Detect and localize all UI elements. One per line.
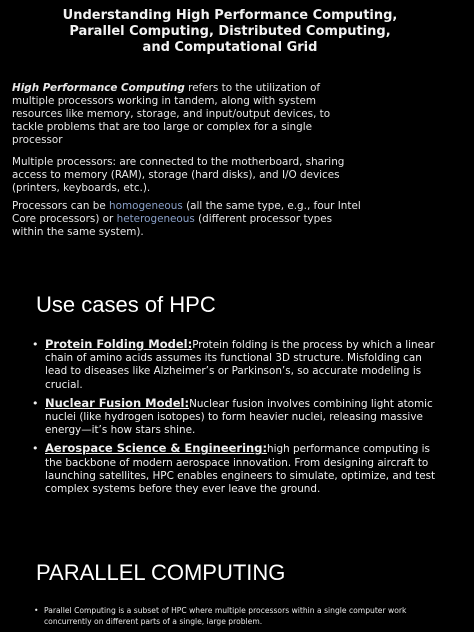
list-item bbox=[30, 338, 442, 392]
slide-hpc-intro bbox=[0, 0, 474, 262]
use-case-term: Protein Folding Model: bbox=[45, 337, 193, 351]
use-case-term: Nuclear Fusion Model: bbox=[45, 395, 190, 410]
use-case-text: Protein folding is the process by which a linear chain of amino acids assumes its functional 3D structure. Misfolding can lead to diseases like Alzheimer’s or Parkinson’s, so accurate modeling is crucial. bbox=[45, 339, 435, 391]
list-item bbox=[30, 442, 442, 496]
bullet-icon: • bbox=[34, 606, 39, 615]
bullet-icon: • bbox=[32, 338, 39, 351]
parallel-computing-list bbox=[34, 606, 434, 627]
parallel-computing-heading: PARALLEL COMPUTING bbox=[36, 560, 286, 585]
use-cases-heading: Use cases of HPC bbox=[36, 292, 216, 317]
page-title: Understanding High Performance Computing, Parallel Computing, Distributed Computing, and Computational Grid bbox=[62, 8, 398, 55]
intro-paragraph bbox=[12, 82, 362, 147]
intro-text: refers to the utilization of multiple processors working in tandem, along with system resources like memory, storage, and input/output devices, to tackle problems that are too large or complex for a single processor bbox=[12, 82, 331, 146]
processor-types-text-c: (different processor types within the same system). bbox=[12, 213, 333, 238]
use-case-text: Nuclear fusion involves combining light atomic nuclei (like hydrogen isotopes) to form heavier nuclei, releasing massive energy—it’s how stars shine. bbox=[45, 397, 433, 437]
use-case-term: Aerospace Science & Engineering: bbox=[45, 441, 268, 456]
bullet-icon: • bbox=[32, 442, 39, 456]
intro-term: High Performance Computing bbox=[12, 82, 185, 94]
parallel-computing-text: Parallel Computing is a subset of HPC where multiple processors within a single computer work concurrently on different parts of a single, large problem. bbox=[44, 606, 407, 626]
bullet-icon: • bbox=[32, 396, 39, 410]
use-cases-list bbox=[30, 338, 442, 501]
heterogeneous-link[interactable]: heterogeneous bbox=[116, 213, 195, 225]
slide-use-cases bbox=[0, 264, 474, 524]
processor-types-text-a: Processors can be bbox=[12, 200, 110, 212]
processor-types-paragraph bbox=[12, 200, 362, 239]
list-item bbox=[34, 606, 434, 627]
use-case-text: high performance computing is the backbone of modern aerospace innovation. From designing aircraft to launching satellites, HPC enables engineers to simulate, optimize, and test complex systems before they ever leave the ground. bbox=[45, 443, 436, 496]
processor-types-text-b: (all the same type, e.g., four Intel Core processors) or bbox=[12, 200, 361, 225]
list-item bbox=[30, 397, 442, 438]
slide-parallel-computing bbox=[0, 528, 474, 632]
homogeneous-link[interactable]: homogeneous bbox=[109, 200, 183, 212]
multiple-processors-paragraph: Multiple processors: are connected to the motherboard, sharing access to memory (RAM), storage (hard disks), and I/O devices (printers, keyboards, etc.). bbox=[12, 156, 345, 194]
